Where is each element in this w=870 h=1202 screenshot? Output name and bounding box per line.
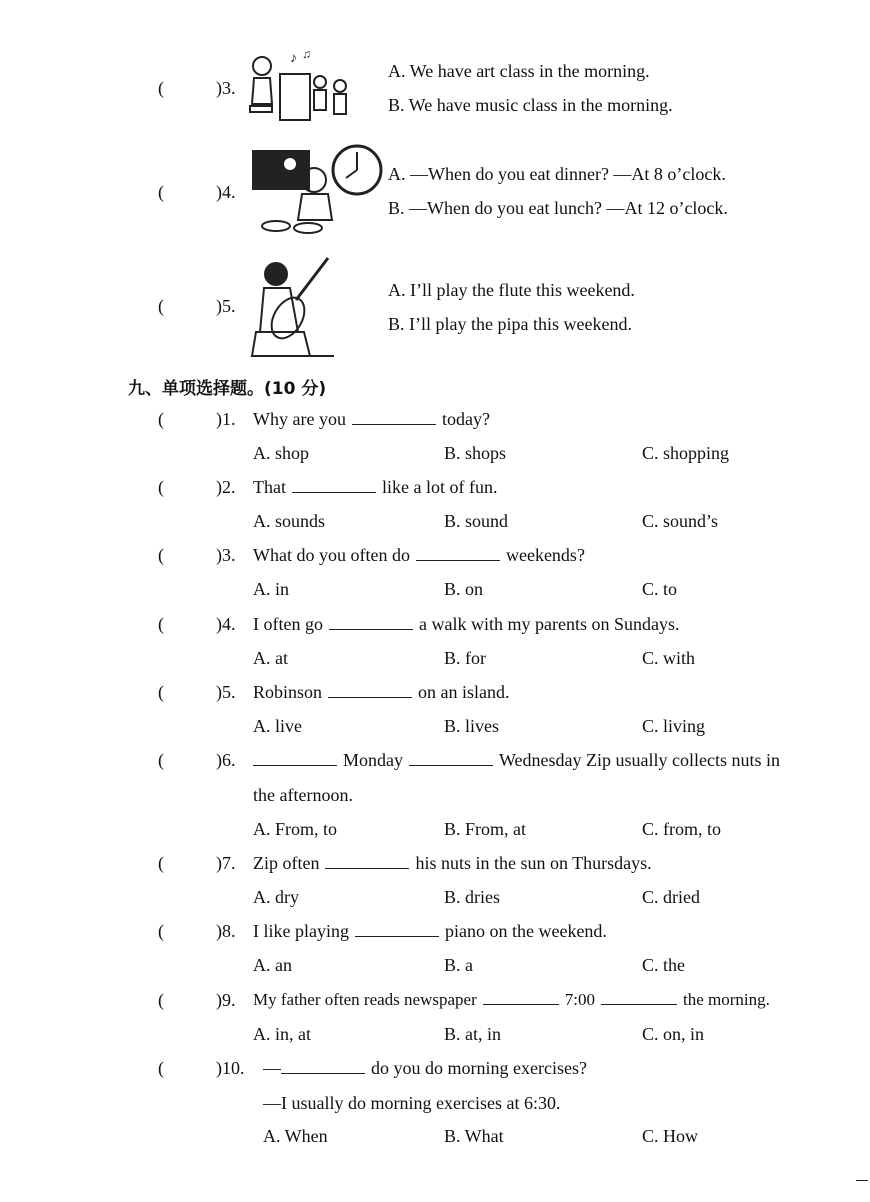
question-number: )5. — [216, 682, 236, 702]
answer-paren: ( — [158, 614, 164, 634]
option-a[interactable]: A. an — [253, 955, 292, 975]
option-a[interactable]: A. live — [253, 716, 302, 736]
option-c[interactable]: C. sound’s — [642, 511, 719, 531]
option-c[interactable]: C. How — [642, 1126, 699, 1146]
answer-blank[interactable] — [292, 478, 376, 493]
stem-end: a walk with my parents on Sundays. — [418, 614, 680, 634]
answer-paren: ( — [158, 990, 164, 1010]
option-c[interactable]: C. dried — [642, 887, 700, 907]
pipa-player-picture — [246, 252, 338, 358]
option-c[interactable]: C. from, to — [642, 819, 721, 839]
question-text — [263, 1058, 587, 1079]
answer-paren: ( — [158, 409, 164, 429]
question-number: )4. — [216, 614, 236, 634]
option-a[interactable]: A. sounds — [253, 511, 326, 531]
question-text — [253, 545, 585, 566]
question-number: )3. — [216, 545, 236, 565]
question-number: )8. — [216, 921, 236, 941]
option-b: B. —When do you eat lunch? —At 12 o’clock. — [388, 198, 728, 218]
stem-start: — — [263, 1058, 281, 1078]
answer-blank[interactable] — [416, 546, 500, 561]
question-text — [253, 477, 497, 498]
svg-text:♫: ♫ — [302, 48, 311, 61]
stem-line-2: —I usually do morning exercises at 6:30. — [263, 1093, 561, 1113]
dinner-clock-picture — [246, 142, 384, 236]
answer-paren: ( — [158, 1058, 164, 1078]
question-text — [253, 990, 770, 1010]
question-text — [253, 750, 780, 771]
option-c[interactable]: C. on, in — [642, 1024, 705, 1044]
question-text — [253, 614, 679, 635]
option-c[interactable]: C. living — [642, 716, 706, 736]
answer-blank[interactable] — [253, 751, 337, 766]
option-b: B. I’ll play the pipa this weekend. — [388, 314, 632, 334]
answer-paren: ( — [158, 682, 164, 702]
answer-blank[interactable] — [281, 1059, 365, 1074]
stem-middle: Monday — [343, 750, 403, 770]
answer-blank[interactable] — [329, 615, 413, 630]
option-a[interactable]: A. dry — [253, 887, 299, 907]
stem-start: Zip often — [253, 853, 320, 873]
option-c[interactable]: C. shopping — [642, 443, 730, 463]
stem-start: That — [253, 477, 286, 497]
answer-blank[interactable] — [325, 854, 409, 869]
option-c[interactable]: C. with — [642, 648, 696, 668]
stem-end: today? — [441, 409, 490, 429]
stem-end: like a lot of fun. — [382, 477, 498, 497]
stem-start: My father often reads newspaper — [253, 990, 477, 1009]
option-a: A. We have art class in the morning. — [388, 61, 650, 81]
option-a[interactable]: A. at — [253, 648, 288, 668]
question-text — [253, 921, 607, 942]
option-b[interactable]: B. dries — [444, 887, 500, 907]
question-number: )6. — [216, 750, 236, 770]
question-text — [253, 853, 652, 874]
page-edge-mark — [856, 1180, 868, 1181]
stem-start: I often go — [253, 614, 323, 634]
option-b[interactable]: B. for — [444, 648, 486, 668]
item-number: )4. — [216, 182, 236, 202]
stem-middle: 7:00 — [564, 990, 595, 1009]
question-text — [253, 682, 510, 703]
stem-end: weekends? — [505, 545, 585, 565]
stem-start: I like playing — [253, 921, 349, 941]
answer-blank[interactable] — [601, 990, 677, 1005]
answer-blank[interactable] — [483, 990, 559, 1005]
item-number: )3. — [216, 78, 236, 98]
option-b[interactable]: B. on — [444, 579, 484, 599]
stem-start: What do you often do — [253, 545, 410, 565]
answer-paren: ( — [158, 853, 164, 873]
answer-paren: ( — [158, 750, 164, 770]
answer-paren: ( — [158, 545, 164, 565]
answer-blank[interactable] — [328, 683, 412, 698]
answer-paren: ( — [158, 78, 164, 98]
answer-blank[interactable] — [352, 410, 436, 425]
option-b: B. We have music class in the morning. — [388, 95, 673, 115]
stem-start: Robinson — [253, 682, 323, 702]
answer-paren: ( — [158, 921, 164, 941]
question-number: )1. — [216, 409, 236, 429]
stem-end: on an island. — [418, 682, 510, 702]
option-b[interactable]: B. shops — [444, 443, 507, 463]
answer-blank[interactable] — [355, 922, 439, 937]
stem-line-2: the afternoon. — [253, 785, 353, 805]
question-text — [253, 409, 490, 430]
answer-paren: ( — [158, 477, 164, 497]
option-b[interactable]: B. lives — [444, 716, 500, 736]
svg-text:♪: ♪ — [290, 51, 297, 66]
stem-end: his nuts in the sun on Thursdays. — [415, 853, 652, 873]
option-b[interactable]: B. From, at — [444, 819, 527, 839]
stem-end: piano on the weekend. — [444, 921, 607, 941]
option-c[interactable]: C. the — [642, 955, 685, 975]
option-a[interactable]: A. in, at — [253, 1024, 311, 1044]
stem-end: Wednesday Zip usually collects nuts in — [499, 750, 780, 770]
option-a[interactable]: A. When — [263, 1126, 328, 1146]
question-number: )10. — [216, 1058, 245, 1078]
stem-start: Why are you — [253, 409, 346, 429]
item-number: )5. — [216, 296, 236, 316]
option-b[interactable]: B. a — [444, 955, 473, 975]
option-a: A. I’ll play the flute this weekend. — [388, 280, 635, 300]
music-class-picture — [246, 48, 356, 126]
option-a[interactable]: A. From, to — [253, 819, 338, 839]
option-b[interactable]: B. What — [444, 1126, 504, 1146]
option-a: A. —When do you eat dinner? —At 8 o’clock. — [388, 164, 726, 184]
stem-end: do you do morning exercises? — [371, 1058, 587, 1078]
answer-paren: ( — [158, 182, 164, 202]
question-number: )2. — [216, 477, 236, 497]
question-number: )9. — [216, 990, 236, 1010]
stem-end: the morning. — [682, 990, 770, 1009]
option-a[interactable]: A. in — [253, 579, 289, 599]
option-a[interactable]: A. shop — [253, 443, 310, 463]
option-c[interactable]: C. to — [642, 579, 678, 599]
question-number: )7. — [216, 853, 236, 873]
answer-blank[interactable] — [409, 751, 493, 766]
section-title: 九、单项选择题。(10 分) — [128, 379, 327, 399]
option-b[interactable]: B. sound — [444, 511, 509, 531]
option-b[interactable]: B. at, in — [444, 1024, 501, 1044]
answer-paren: ( — [158, 296, 164, 316]
